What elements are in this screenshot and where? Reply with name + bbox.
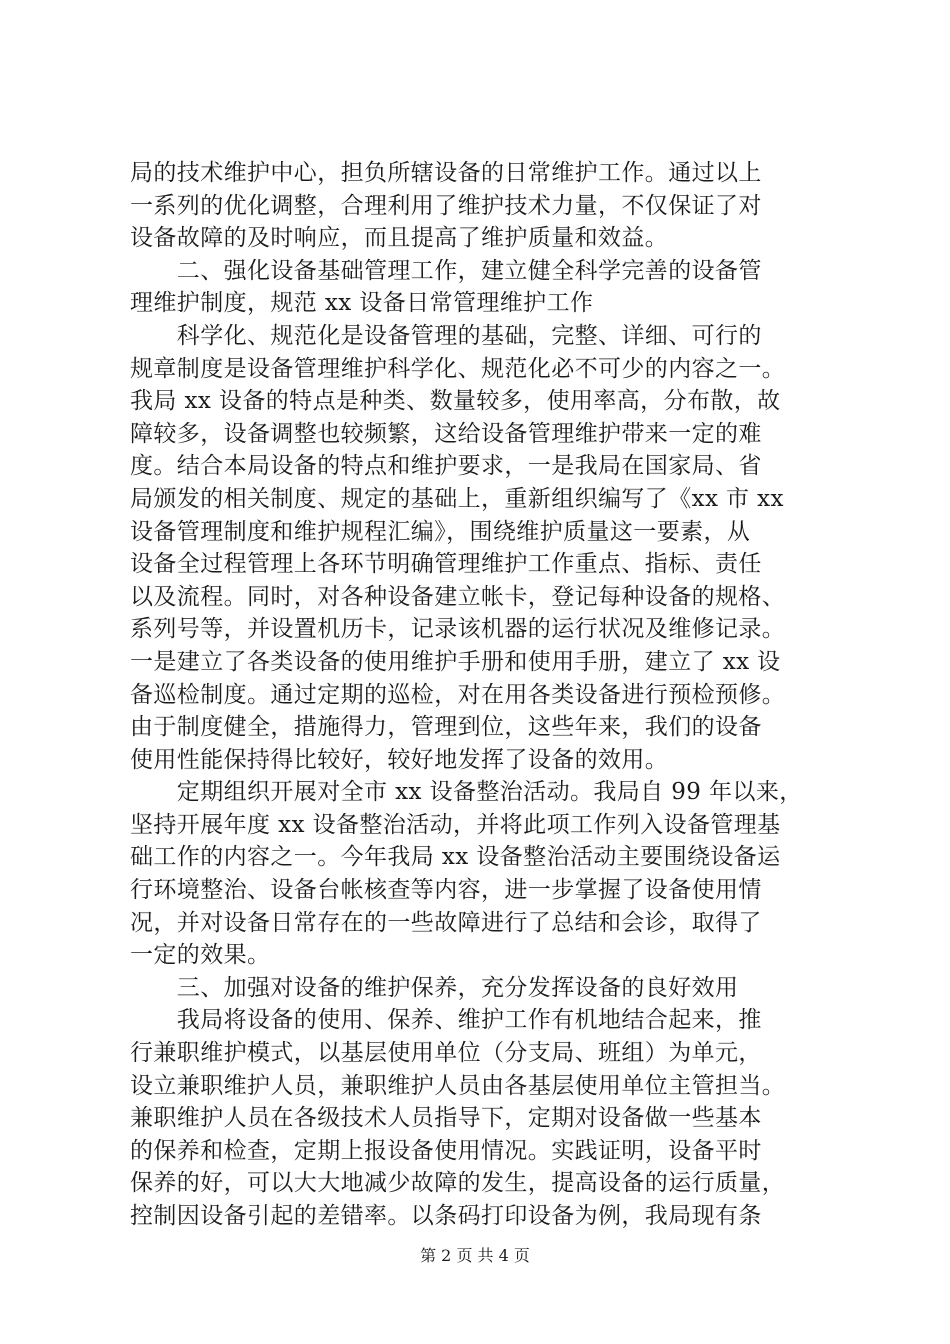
body-line: 况，并对设备日常存在的一些故障进行了总结和会诊，取得了 (130, 909, 762, 936)
body-line: 兼职维护人员在各级技术人员指导下，定期对设备做一些基本 (130, 1105, 762, 1132)
body-line: 设立兼职维护人员，兼职维护人员由各基层使用单位主管担当。 (130, 1072, 786, 1099)
body-line: 设备全过程管理上各环节明确管理维护工作重点、指标、责任 (130, 551, 762, 578)
body-line: 度。结合本局设备的特点和维护要求，一是我局在国家局、省 (130, 453, 762, 480)
body-line: 局的技术维护中心，担负所辖设备的日常维护工作。通过以上 (130, 160, 762, 186)
body-line: 一系列的优化调整，合理利用了维护技术力量，不仅保证了对 (130, 192, 762, 219)
body-line: 行兼职维护模式，以基层使用单位（分支局、班组）为单元， (130, 1040, 762, 1067)
body-line: 的保养和检查，定期上报设备使用情况。实践证明，设备平时 (130, 1137, 762, 1164)
body-line: 理维护制度，规范 xx 设备日常管理维护工作 (130, 290, 594, 317)
body-line: 科学化、规范化是设备管理的基础，完整、详细、可行的 (130, 322, 762, 349)
body-line: 设备管理制度和维护规程汇编》，围绕维护质量这一要素，从 (130, 518, 751, 545)
body-line: 我局将设备的使用、保养、维护工作有机地结合起来，推 (130, 1007, 762, 1034)
body-line: 行环境整治、设备台帐核查等内容，进一步掌握了设备使用情 (130, 877, 762, 904)
body-line: 二、强化设备基础管理工作，建立健全科学完善的设备管 (130, 257, 762, 284)
body-line: 使用性能保持得比较好，较好地发挥了设备的效用。 (130, 746, 669, 773)
body-line: 以及流程。同时，对各种设备建立帐卡，登记每种设备的规格、 (130, 583, 786, 610)
body-line: 坚持开展年度 xx 设备整治活动，并将此项工作列入设备管理基 (130, 811, 781, 838)
body-line: 备巡检制度。通过定期的巡检，对在用各类设备进行预检预修。 (130, 681, 786, 708)
body-line: 局颁发的相关制度、规定的基础上，重新组织编写了《xx 市 xx (130, 485, 784, 512)
body-line: 系列号等，并设置机历卡，记录该机器的运行状况及维修记录。 (130, 616, 786, 643)
body-line: 三、加强对设备的维护保养，充分发挥设备的良好效用 (130, 974, 739, 1001)
body-line: 规章制度是设备管理维护科学化、规范化必不可少的内容之一。 (130, 355, 786, 382)
body-line: 由于制度健全，措施得力，管理到位，这些年来，我们的设备 (130, 714, 762, 741)
body-line: 定期组织开展对全市 xx 设备整治活动。我局自 99 年以来， (130, 779, 803, 806)
body-line: 一是建立了各类设备的使用维护手册和使用手册，建立了 xx 设 (130, 648, 781, 675)
body-line: 控制因设备引起的差错率。以条码打印设备为例，我局现有条 (130, 1203, 762, 1229)
body-line: 一定的效果。 (130, 942, 271, 969)
page-footer: 第 2 页 共 4 页 (420, 1246, 530, 1265)
body-line: 保养的好，可以大大地减少故障的发生，提高设备的运行质量， (130, 1170, 786, 1197)
document-body (130, 157, 830, 1233)
body-line: 障较多，设备调整也较频繁，这给设备管理维护带来一定的难 (130, 420, 762, 447)
body-line: 础工作的内容之一。今年我局 xx 设备整治活动主要围绕设备运 (130, 844, 781, 871)
body-line: 我局 xx 设备的特点是种类、数量较多，使用率高，分布散，故 (130, 388, 781, 415)
body-line: 设备故障的及时响应，而且提高了维护质量和效益。 (130, 225, 669, 252)
